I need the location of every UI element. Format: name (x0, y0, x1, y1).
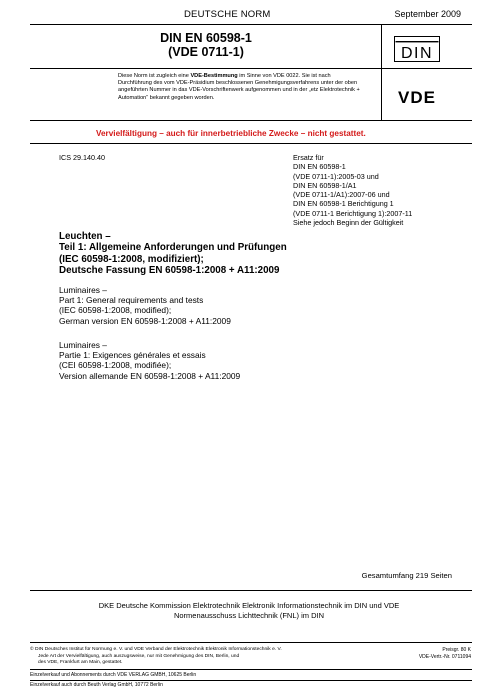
committee-line: DKE Deutsche Kommission Elektrotechnik Elektronik Informationstechnik im DIN und VDE (98, 601, 400, 610)
vde-contract-number: VDE-Vertr.-Nr. 0711094 (418, 653, 471, 660)
ics-code: ICS 29.140.40 (59, 153, 105, 162)
sales-info-beuth: Einzelverkauf auch durch Beuth Verlag GmbH, 10772 Berlin (30, 682, 163, 688)
replacement-line: (VDE 0711-1):2005-03 und (293, 171, 379, 181)
committee-info (52, 601, 446, 621)
french-title-line: Partie 1: Exigences générales et essais (59, 350, 206, 361)
replacement-line: DIN EN 60598-1 (293, 162, 346, 172)
header-doc-type: DEUTSCHE NORM (184, 9, 271, 20)
french-title-line: (CEI 60598-1:2008, modifiée); (59, 360, 172, 371)
vde-logo (388, 88, 446, 106)
standard-number: DIN EN 60598-1 (160, 31, 252, 45)
price-group: Preisgr. 80 K (442, 647, 471, 653)
notice-box-bottom-rule (30, 120, 472, 121)
replacement-line: (VDE 0711-1 Berichtigung 1):2007-11 (293, 208, 413, 218)
total-pages: Gesamtumfang 219 Seiten (361, 571, 452, 580)
sales-rule (30, 669, 472, 670)
vde-number: (VDE 0711-1) (168, 45, 244, 59)
french-title (59, 340, 240, 381)
copyright-line: Jede Art der Vervielfältigung, auch auszugsweise, nur mit Genehmigung des DIN, Berlin, und (38, 653, 240, 659)
sales-divider (30, 680, 472, 681)
english-title (59, 285, 231, 326)
english-title-line: Part 1: General requirements and tests (59, 295, 204, 306)
german-title-line: Teil 1: Allgemeine Anforderungen und Prüfungen (59, 242, 287, 254)
french-title-line: Version allemande EN 60598-1:2008 + A11:2009 (59, 370, 241, 381)
vde-logo-text: VDE (398, 88, 436, 106)
notice-text-post: im Sinne von VDE 0022. Sie ist nach Durchführung des vom VDE-Präsidium beschlossenen Genehmigungsverfahrens unter der oben angeführten Nummer in das VDE-Vorschriftenwerk aufgenommen und in der „etz Elektrotechnik + Automation“ bekannt gegeben worden. (118, 73, 360, 101)
total-pages-rule (30, 590, 472, 591)
german-title-line: (IEC 60598-1:2008, modifiziert); (59, 253, 204, 265)
footer-rule (30, 642, 472, 643)
vde-regulation-notice (118, 73, 365, 102)
committee-line: Normenausschuss Lichttechnik (FNL) im DIN (173, 611, 325, 620)
title-box-divider (381, 24, 382, 120)
replacement-line: (VDE 0711-1/A1):2007-06 und (293, 190, 390, 200)
english-title-line: (IEC 60598-1:2008, modified); (59, 305, 172, 316)
price-info (419, 647, 471, 660)
header-rule (30, 24, 472, 25)
replacement-info (293, 153, 412, 227)
reproduction-notice: Vervielfältigung – auch für innerbetriebliche Zwecke – nicht gestattet. (96, 129, 366, 138)
notice-text-pre: Diese Norm ist zugleich eine (118, 73, 191, 79)
copyright-line: des VDE, Frankfurt am Main, gestattet. (38, 660, 123, 666)
copyright-line: © DIN Deutsches Institut für Normung e. V. und VDE Verband der Elektrotechnik Elektronik Informationstechnik e. V. (30, 647, 282, 652)
french-title-line: Luminaires – (59, 340, 107, 350)
sales-info-vde: Einzelverkauf und Abonnements durch VDE VERLAG GMBH, 10625 Berlin (30, 672, 197, 678)
german-title-line: Deutsche Fassung EN 60598-1:2008 + A11:2009 (59, 264, 280, 276)
din-logo-text: DIN (400, 45, 434, 62)
replacement-line: Siehe jedoch Beginn der Gültigkeit (293, 218, 404, 228)
german-title (59, 231, 287, 276)
replacement-line: DIN EN 60598-1/A1 (293, 180, 357, 190)
replacement-line: Ersatz für (293, 153, 324, 162)
header-date: September 2009 (394, 9, 461, 19)
replacement-line: DIN EN 60598-1 Berichtigung 1 (293, 199, 394, 209)
copyright-notice (30, 647, 360, 667)
german-title-line: Leuchten – (59, 231, 111, 242)
english-title-line: German version EN 60598-1:2008 + A11:2009 (59, 315, 231, 326)
title-box-bottom-rule (30, 68, 472, 69)
reproduction-rule (30, 143, 472, 144)
notice-text-bold: VDE-Bestimmung (190, 73, 238, 79)
din-logo (394, 36, 440, 62)
english-title-line: Luminaires – (59, 285, 107, 295)
